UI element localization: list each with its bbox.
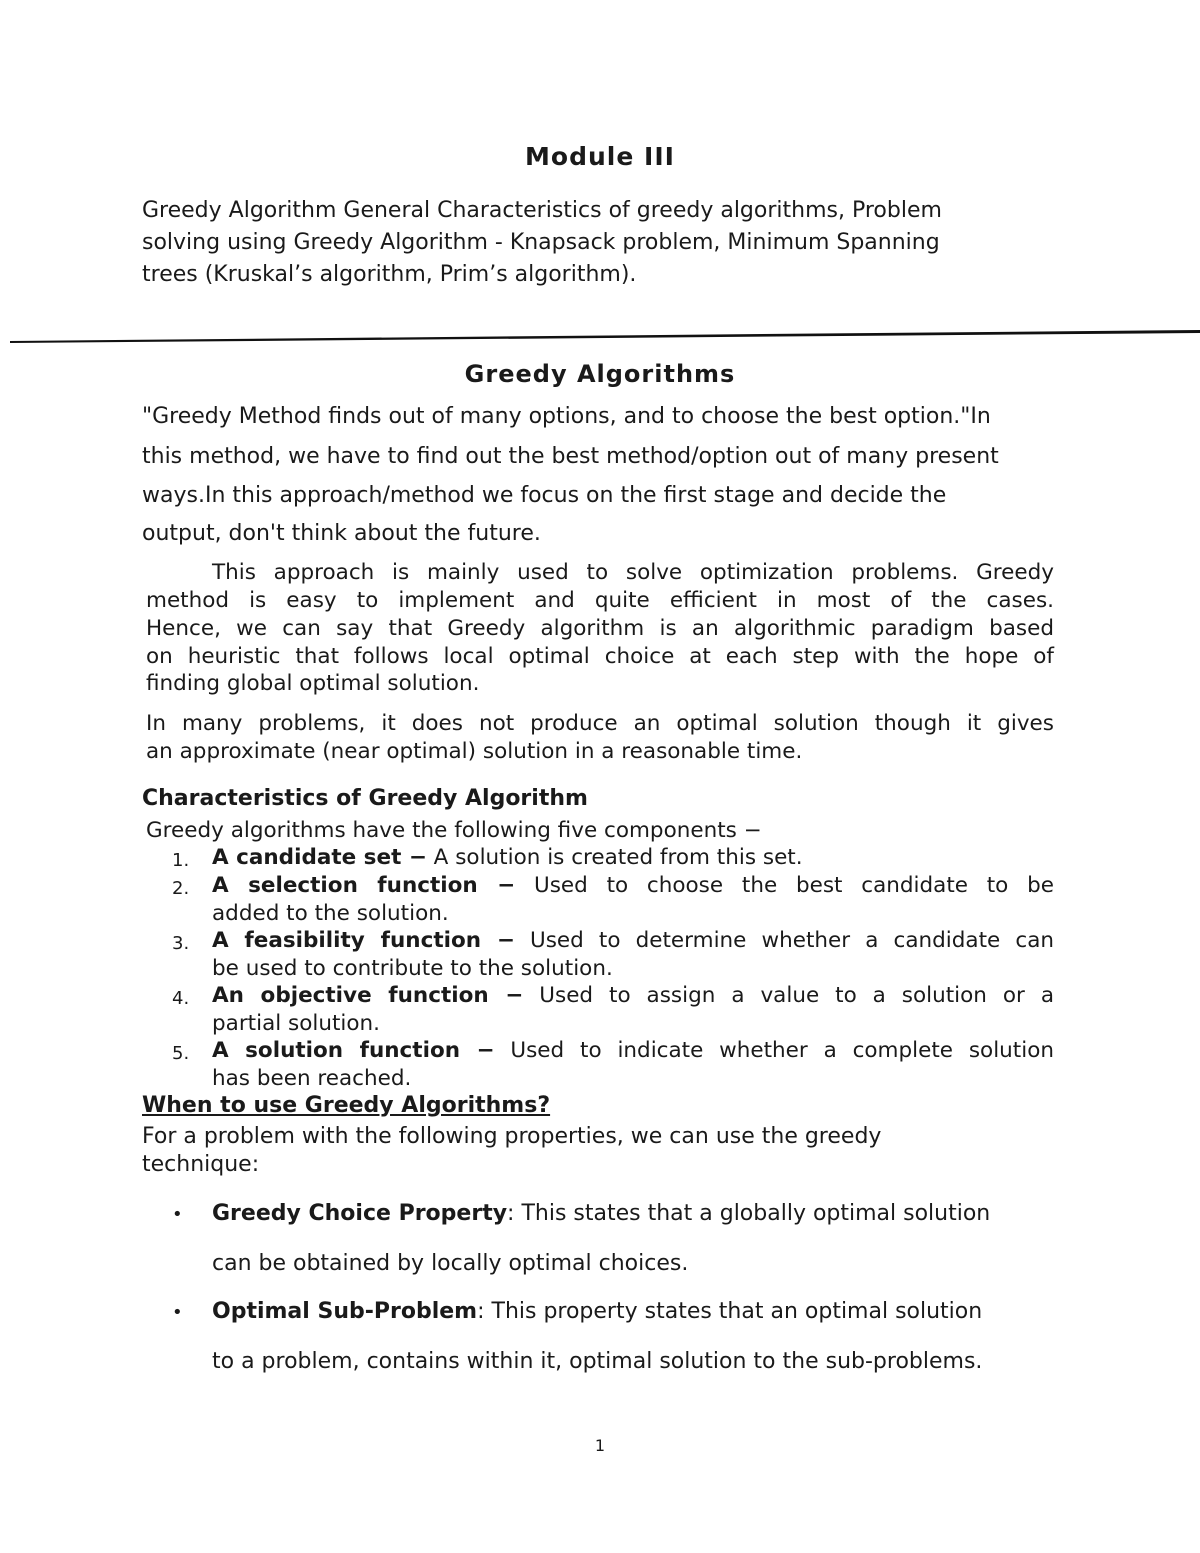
when-intro-line-1: For a problem with the following properties, we can use the greedy [142, 1124, 882, 1149]
intro-line-4: output, don't think about the future. [142, 521, 541, 546]
bullet-2-term: Optimal Sub-Problem [212, 1299, 478, 1324]
section-title: Greedy Algorithms [464, 360, 736, 388]
bullet-1-text: : This states that a globally optimal solution [507, 1201, 991, 1226]
item-4-text-line-2: partial solution. [212, 1011, 381, 1036]
characteristics-heading: Characteristics of Greedy Algorithm [142, 786, 588, 811]
item-2 [212, 873, 1054, 898]
item-1-text: A solution is created from this set. [426, 845, 803, 870]
bullet-2-text: : This property states that an optimal solution [477, 1299, 983, 1324]
item-3-text-line-2: be used to contribute to the solution. [212, 956, 613, 981]
bullet-2 [212, 1299, 982, 1324]
bullet-icon: • [172, 1302, 183, 1323]
item-4-number: 4. [172, 988, 190, 1009]
module-summary-line-3: trees (Kruskal’s algorithm, Prim’s algorithm). [142, 262, 637, 287]
module-summary-line-1: Greedy Algorithm General Characteristics of greedy algorithms, Problem [142, 198, 942, 223]
para2-line-1: This approach is mainly used to solve optimization problems. Greedy [212, 560, 1054, 585]
item-4-term: An objective function − [212, 983, 524, 1008]
bullet-icon: • [172, 1204, 183, 1225]
item-5-term: A solution function − [212, 1038, 495, 1063]
characteristics-intro: Greedy algorithms have the following five components − [146, 818, 762, 843]
bullet-2-line-2: to a problem, contains within it, optimal solution to the sub-problems. [212, 1349, 983, 1374]
when-to-use-heading: When to use Greedy Algorithms? [142, 1093, 551, 1118]
item-3-number: 3. [172, 933, 190, 954]
item-2-text-line-2: added to the solution. [212, 901, 449, 926]
item-3-term: A feasibility function − [212, 928, 515, 953]
item-1-number: 1. [172, 850, 190, 871]
section-divider [10, 328, 1200, 344]
item-2-text: Used to choose the best candidate to be [515, 873, 1054, 898]
when-intro-line-2: technique: [142, 1152, 260, 1177]
para2-line-3: Hence, we can say that Greedy algorithm is an algorithmic paradigm based [146, 616, 1054, 641]
item-4-text: Used to assign a value to a solution or a [523, 983, 1054, 1008]
intro-line-1: "Greedy Method finds out of many options, and to choose the best option."In [142, 404, 991, 429]
item-5-text-line-2: has been reached. [212, 1066, 412, 1091]
item-5-text: Used to indicate whether a complete solution [494, 1038, 1054, 1063]
module-summary-line-2: solving using Greedy Algorithm - Knapsack problem, Minimum Spanning [142, 230, 940, 255]
item-1-term: A candidate set − [212, 845, 427, 870]
bullet-1-term: Greedy Choice Property [212, 1201, 508, 1226]
page-number: 1 [594, 1436, 606, 1455]
para3-line-2: an approximate (near optimal) solution in a reasonable time. [146, 739, 803, 764]
item-5 [212, 1038, 1054, 1063]
item-1 [212, 845, 1054, 870]
para2-line-5: finding global optimal solution. [146, 671, 480, 696]
item-2-number: 2. [172, 878, 190, 899]
item-5-number: 5. [172, 1043, 190, 1064]
para3-line-1: In many problems, it does not produce an optimal solution though it gives [146, 711, 1054, 736]
item-3 [212, 928, 1054, 953]
item-2-term: A selection function − [212, 873, 516, 898]
para2-line-4: on heuristic that follows local optimal choice at each step with the hope of [146, 644, 1054, 669]
intro-line-3: ways.In this approach/method we focus on the first stage and decide the [142, 483, 947, 508]
item-4 [212, 983, 1054, 1008]
intro-line-2: this method, we have to find out the best method/option out of many present [142, 444, 999, 469]
bullet-1-line-2: can be obtained by locally optimal choices. [212, 1251, 689, 1276]
module-title: Module III [525, 142, 675, 171]
para2-line-2: method is easy to implement and quite efficient in most of the cases. [146, 588, 1054, 613]
item-3-text: Used to determine whether a candidate can [514, 928, 1054, 953]
bullet-1 [212, 1201, 990, 1226]
